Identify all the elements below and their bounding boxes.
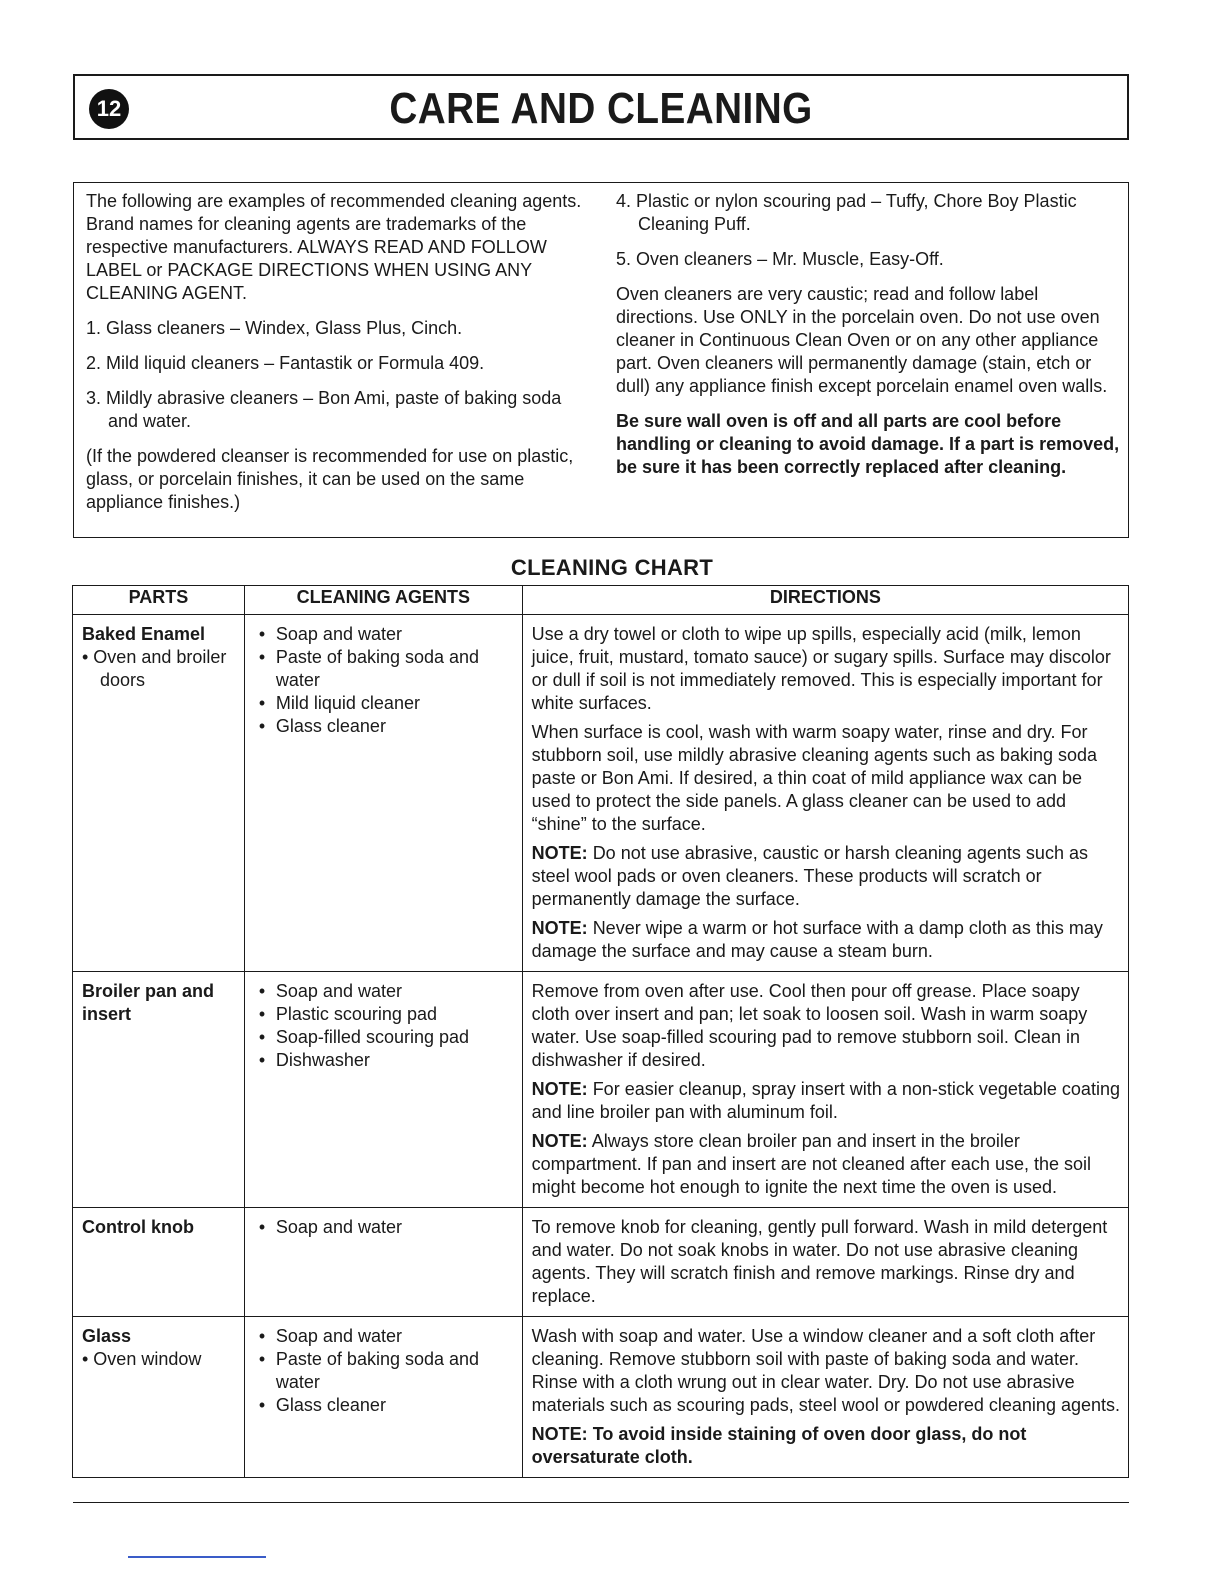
direction-paragraph bbox=[532, 1423, 1120, 1469]
column-header-agents: CLEANING AGENTS bbox=[244, 586, 522, 615]
column-header-parts: PARTS bbox=[73, 586, 245, 615]
agent-list-item: • Soap and water bbox=[254, 1216, 514, 1239]
direction-paragraph bbox=[532, 721, 1120, 836]
table-row bbox=[73, 615, 1129, 972]
agent-list-item: • Mild liquid cleaner bbox=[254, 692, 514, 715]
agent-list-item: • Paste of baking soda and water bbox=[254, 1348, 514, 1394]
column-header-directions: DIRECTIONS bbox=[522, 586, 1128, 615]
agents-list bbox=[254, 980, 514, 1072]
direction-paragraph bbox=[532, 1216, 1120, 1308]
part-cell bbox=[73, 1208, 245, 1317]
direction-paragraph bbox=[532, 1078, 1120, 1124]
directions-cell bbox=[522, 615, 1128, 972]
agent-item: 3. Mildly abrasive cleaners – Bon Ami, paste of baking soda and water. bbox=[86, 388, 562, 431]
direction-text: Always store clean broiler pan and insert in the broiler compartment. If pan and insert are not cleaned after each use, the soil might become hot enough to ignite the next time the oven is used. bbox=[531, 1131, 1091, 1197]
direction-text: When surface is cool, wash with warm soapy water, rinse and dry. For stubborn soil, use mildly abrasive cleaning agents such as baking soda paste or Bon Ami. If desired, a thin coat of mild appliance wax can be used to protect the side panels. A glass cleaner can be used to add “shine” to the surface. bbox=[531, 722, 1098, 834]
part-cell bbox=[73, 972, 245, 1208]
intro-right-column bbox=[616, 190, 1121, 491]
safety-warning: Be sure wall oven is off and all parts are cool before handling or cleaning to avoid damage. If a part is removed, be sure it has been correctly replaced after cleaning. bbox=[616, 411, 1120, 477]
agents-list bbox=[254, 623, 514, 738]
agents-cell bbox=[244, 972, 522, 1208]
note-label: NOTE: bbox=[531, 918, 588, 938]
note-label: NOTE: bbox=[531, 843, 588, 863]
direction-text: To remove knob for cleaning, gently pull forward. Wash in mild detergent and water. Do not soak knobs in water. Do not use abrasive cleaning agents. They will scratch finish and remove markings. Rinse dry and replace. bbox=[531, 1217, 1108, 1306]
intro-footnote: (If the powdered cleanser is recommended for use on plastic, glass, or porcelain finishes, it can be used on the same appliance finishes.) bbox=[86, 446, 574, 512]
table-row bbox=[73, 972, 1129, 1208]
agents-cell bbox=[244, 1208, 522, 1317]
cleaning-chart-title: CLEANING CHART bbox=[510, 555, 714, 580]
intro-paragraph: The following are examples of recommended cleaning agents. Brand names for cleaning agents are trademarks of the respective manufacturers. ALWAYS READ AND FOLLOW LABEL or PACKAGE DIRECTIONS WHEN USING ANY CLEANING AGENT. bbox=[86, 191, 582, 303]
direction-paragraph bbox=[532, 1325, 1120, 1417]
table-row bbox=[73, 1208, 1129, 1317]
direction-paragraph bbox=[532, 917, 1120, 963]
directions-cell bbox=[522, 1208, 1128, 1317]
agent-list-item: • Soap-filled scouring pad bbox=[254, 1026, 514, 1049]
page-header bbox=[73, 74, 1129, 140]
cleaning-chart-table bbox=[72, 585, 1129, 1478]
direction-text: Never wipe a warm or hot surface with a damp cloth as this may damage the surface and may cause a steam burn. bbox=[531, 918, 1103, 961]
direction-paragraph bbox=[532, 980, 1120, 1072]
agents-cell bbox=[244, 615, 522, 972]
agent-list-item: • Plastic scouring pad bbox=[254, 1003, 514, 1026]
part-cell bbox=[73, 615, 245, 972]
direction-paragraph bbox=[532, 842, 1120, 911]
agent-list-item: • Glass cleaner bbox=[254, 1394, 514, 1417]
intro-box bbox=[73, 182, 1129, 538]
agent-item: 1. Glass cleaners – Windex, Glass Plus, Cinch. bbox=[86, 318, 463, 338]
agent-list-item: • Dishwasher bbox=[254, 1049, 514, 1072]
directions-cell bbox=[522, 1317, 1128, 1478]
part-name: Baked Enamel bbox=[82, 624, 206, 644]
part-subitem: • Oven window bbox=[82, 1349, 202, 1369]
agent-list-item: • Soap and water bbox=[254, 623, 514, 646]
directions-cell bbox=[522, 972, 1128, 1208]
direction-text: Remove from oven after use. Cool then pour off grease. Place soapy cloth over insert and pan; let soak to loosen soil. Wash in warm soapy water. Use soap-filled scouring pad to remove stubborn soil. Clean in dishwasher if desired. bbox=[531, 981, 1088, 1070]
direction-paragraph bbox=[532, 1130, 1120, 1199]
direction-text: Wash with soap and water. Use a window cleaner and a soft cloth after cleaning. Remove stubborn soil with paste of baking soda and water. Rinse with a cloth wrung out in clear water. Dry. Do not use abrasive materials such as scouring pads, steel wool or powdered cleaning agents. bbox=[531, 1326, 1121, 1415]
direction-text: To avoid inside staining of oven door glass, do not oversaturate cloth. bbox=[531, 1424, 1027, 1467]
direction-text: Use a dry towel or cloth to wipe up spills, especially acid (milk, lemon juice, fruit, mustard, tomato sauce) or sugary spills. Surface may discolor or dull if soil is not immediately removed. This is especially important for white surfaces. bbox=[531, 624, 1111, 713]
agents-list bbox=[254, 1325, 514, 1417]
footer-underline bbox=[128, 1556, 266, 1558]
table-header-row bbox=[73, 586, 1129, 615]
part-name: Control knob bbox=[82, 1217, 194, 1237]
agent-list-item: • Glass cleaner bbox=[254, 715, 514, 738]
footer-divider bbox=[73, 1502, 1129, 1503]
agent-item: 4. Plastic or nylon scouring pad – Tuffy, Chore Boy Plastic Cleaning Puff. bbox=[616, 191, 1077, 234]
agents-list bbox=[254, 1216, 514, 1239]
part-subitem: • Oven and broiler doors bbox=[82, 647, 227, 690]
page-number-badge: 12 bbox=[89, 89, 129, 129]
direction-paragraph bbox=[532, 623, 1120, 715]
table-body bbox=[73, 615, 1129, 1478]
agent-list-item: • Soap and water bbox=[254, 980, 514, 1003]
table-row bbox=[73, 1317, 1129, 1478]
note-label: NOTE: bbox=[531, 1131, 588, 1151]
page-title: CARE AND CLEANING bbox=[389, 84, 813, 133]
part-cell bbox=[73, 1317, 245, 1478]
agent-item: 5. Oven cleaners – Mr. Muscle, Easy-Off. bbox=[616, 249, 944, 269]
oven-cleaner-caution: Oven cleaners are very caustic; read and follow label directions. Use ONLY in the porcelain oven. Do not use oven cleaner in Continuous Clean Oven or on any other appliance part. Oven cleaners will permanently damage (stain, etch or dull) any appliance finish except porcelain enamel oven walls. bbox=[616, 284, 1108, 396]
agent-list-item: • Soap and water bbox=[254, 1325, 514, 1348]
agent-list-item: • Paste of baking soda and water bbox=[254, 646, 514, 692]
note-label: NOTE: bbox=[531, 1079, 588, 1099]
agents-cell bbox=[244, 1317, 522, 1478]
direction-text: For easier cleanup, spray insert with a non-stick vegetable coating and line broiler pan with aluminum foil. bbox=[531, 1079, 1120, 1122]
agent-item: 2. Mild liquid cleaners – Fantastik or Formula 409. bbox=[86, 353, 485, 373]
part-name: Glass bbox=[82, 1326, 132, 1346]
direction-text: Do not use abrasive, caustic or harsh cleaning agents such as steel wool pads or oven cleaners. These products will scratch or permanently damage the surface. bbox=[531, 843, 1088, 909]
intro-left-column bbox=[86, 190, 586, 526]
part-name: Broiler pan and insert bbox=[82, 981, 215, 1024]
note-label: NOTE: bbox=[531, 1424, 588, 1444]
